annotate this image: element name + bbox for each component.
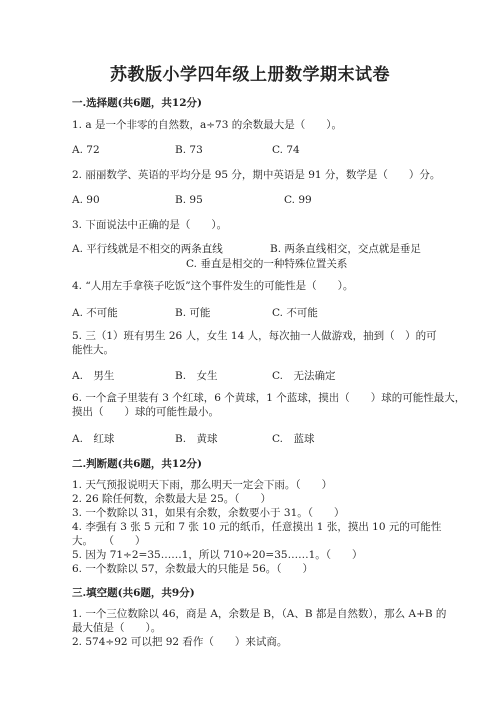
section-heading-fill: 三.填空题(共6题，共9分)	[72, 587, 195, 599]
section-heading-choice: 一.选择题(共6题，共12分)	[72, 97, 203, 109]
judge-question-2: 2. 26 除任何数，余数最大是 25。（ ）	[72, 493, 272, 505]
choice-question-6-line-2: 摸出（ ）球的可能性最小。	[72, 406, 219, 418]
choice-question-2: 2. 丽丽数学、英语的平均分是 95 分，期中英语是 91 分，数学是（ ）分。	[72, 169, 441, 181]
choice-q5-option-b: B. 女生	[175, 370, 218, 382]
choice-q1-option-b: B. 73	[175, 144, 203, 156]
choice-q6-option-b: B. 黄球	[175, 433, 218, 445]
judge-question-3: 3. 一个数除以 31，如果有余数，余数要小于 31。（ ）	[72, 507, 345, 519]
choice-question-5-line-2: 能性大。	[72, 344, 114, 356]
judge-question-4-line-1: 4. 李强有 3 张 5 元和 7 张 10 元的纸币，任意摸出 1 张，摸出 10 元的可能性	[72, 521, 442, 533]
choice-question-1: 1. a 是一个非零的自然数，a÷73 的余数最大是（ ）。	[72, 119, 342, 131]
judge-question-6: 6. 一个数除以 57，余数最大的只能是 56。（ ）	[72, 563, 314, 575]
choice-q4-option-c: C. 不可能	[272, 307, 318, 319]
choice-q4-option-b: B. 可能	[175, 307, 211, 319]
choice-q2-option-b: B. 95	[175, 194, 203, 206]
choice-question-5-line-1: 5. 三（1）班有男生 26 人，女生 14 人，每次抽一人做游戏，抽到（ ）的可	[72, 330, 437, 342]
choice-q3-option-a: A. 平行线就是不相交的两条直线	[72, 243, 223, 255]
fill-question-2: 2. 574÷92 可以把 92 看作（ ）来试商。	[72, 636, 288, 648]
section-heading-judge: 二.判断题(共6题，共12分)	[72, 458, 203, 470]
judge-question-1: 1. 天气预报说明天下雨，那么明天一定会下雨。（ ）	[72, 479, 333, 491]
choice-question-3: 3. 下面说法中正确的是（ ）。	[72, 219, 228, 231]
choice-q2-option-a: A. 90	[72, 194, 100, 206]
choice-q1-option-a: A. 72	[72, 144, 100, 156]
choice-q6-option-c: C. 蓝球	[272, 433, 315, 445]
choice-q2-option-c: C. 99	[284, 194, 312, 206]
choice-q4-option-a: A. 不可能	[72, 307, 118, 319]
choice-q5-option-c: C. 无法确定	[272, 370, 336, 382]
exam-title: 苏教版小学四年级上册数学期末试卷	[110, 65, 390, 85]
judge-question-4-line-2: 大。 （ ）	[72, 535, 146, 547]
fill-question-1-line-1: 1. 一个三位数除以 46，商是 A，余数是 B，（A、B 都是自然数），那么 A+B 的	[72, 608, 447, 620]
judge-question-5: 5. 因为 71÷2=35……1，所以 710÷20=35……1。（ ）	[72, 549, 363, 561]
choice-question-4: 4. “人用左手拿筷子吃饭”这个事件发生的可能性是（ ）。	[72, 280, 354, 292]
choice-q6-option-a: A. 红球	[72, 433, 115, 445]
choice-q3-option-c: C. 垂直是相交的一种特殊位置关系	[186, 258, 348, 270]
choice-q1-option-c: C. 74	[272, 144, 300, 156]
fill-question-1-line-2: 最大值是（ ）。	[72, 622, 162, 634]
choice-question-6-line-1: 6. 一个盒子里装有 3 个红球，6 个黄球，1 个蓝球，摸出（ ）球的可能性最大，	[72, 392, 466, 404]
choice-q5-option-a: A. 男生	[72, 370, 115, 382]
choice-q3-option-b: B. 两条直线相交，交点就是垂足	[270, 243, 421, 255]
